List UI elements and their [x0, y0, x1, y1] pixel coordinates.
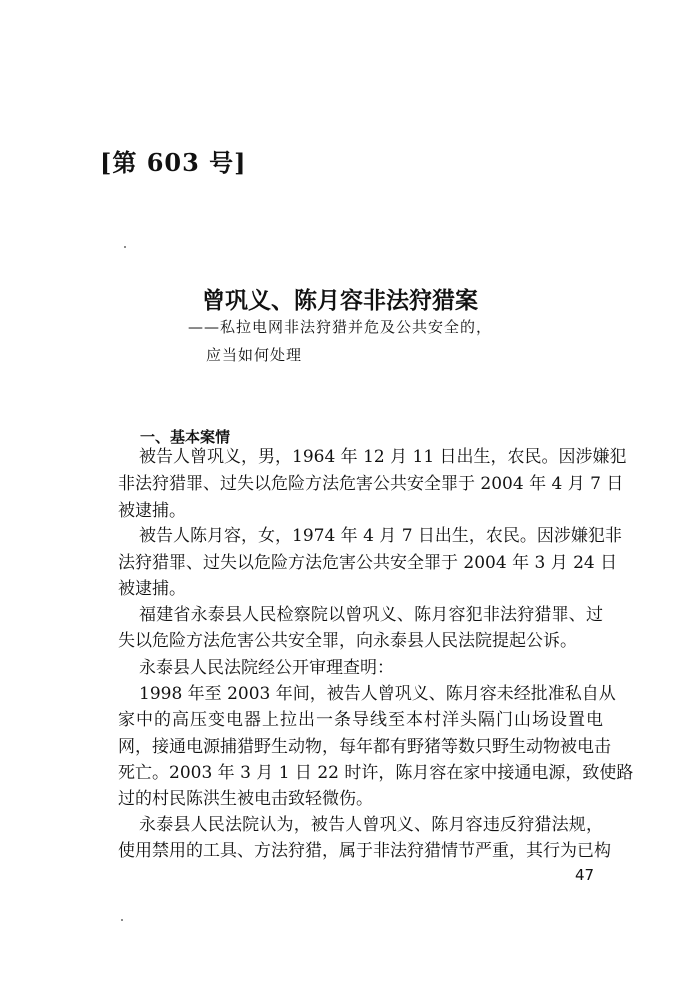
body-line: 被告人曾巩义，男，1964 年 12 月 11 日出生，农民。因涉嫌犯 — [139, 447, 627, 467]
body-line: 使用禁用的工具、方法狩猎，属于非法狩猎情节严重，其行为已构 — [118, 841, 611, 861]
case-subtitle-line-1: ——私拉电网非法狩猎并危及公共安全的， — [188, 318, 493, 336]
body-line: 被告人陈月容，女，1974 年 4 月 7 日出生，农民。因涉嫌犯非 — [139, 526, 622, 546]
body-line: 1998 年至 2003 年间，被告人曾巩义、陈月容未经批准私自从 — [139, 684, 616, 704]
body-line: 非法狩猎罪、过失以危险方法危害公共安全罪于 2004 年 4 月 7 日 — [118, 474, 624, 494]
body-line: 网，接通电源捕猎野生动物，每年都有野猪等数只野生动物被电击 — [118, 737, 611, 757]
case-title: 曾巩义、陈月容非法狩猎案 — [202, 287, 478, 314]
case-number: [第 603 号] — [100, 148, 247, 177]
body-line: 永泰县人民法院经公开审理查明： — [139, 658, 394, 678]
body-line: 被逮捕。 — [118, 501, 186, 521]
body-line: 永泰县人民法院认为，被告人曾巩义、陈月容违反狩猎法规， — [139, 815, 603, 835]
body-line: 法狩猎罪、过失以危险方法危害公共安全罪于 2004 年 3 月 24 日 — [118, 553, 618, 573]
scan-speck — [124, 246, 126, 248]
body-line: 福建省永泰县人民检察院以曾巩义、陈月容犯非法狩猎罪、过 — [139, 605, 603, 625]
body-line: 被逮捕。 — [118, 579, 186, 599]
body-line: 失以危险方法危害公共安全罪，向永泰县人民法院提起公诉。 — [118, 631, 577, 651]
body-line: 死亡。2003 年 3 月 1 日 22 时许，陈月容在家中接通电源，致使路 — [118, 763, 634, 783]
page-number: 47 — [575, 866, 595, 884]
case-subtitle-line-2: 应当如何处理 — [206, 346, 303, 364]
body-line: 过的村民陈洪生被电击致轻微伤。 — [118, 789, 373, 809]
body-line: 家中的高压变电器上拉出一条导线至本村洋头隔门山场设置电 — [118, 710, 603, 730]
section-heading: 一、基本案情 — [140, 428, 231, 446]
scan-speck — [121, 919, 123, 921]
